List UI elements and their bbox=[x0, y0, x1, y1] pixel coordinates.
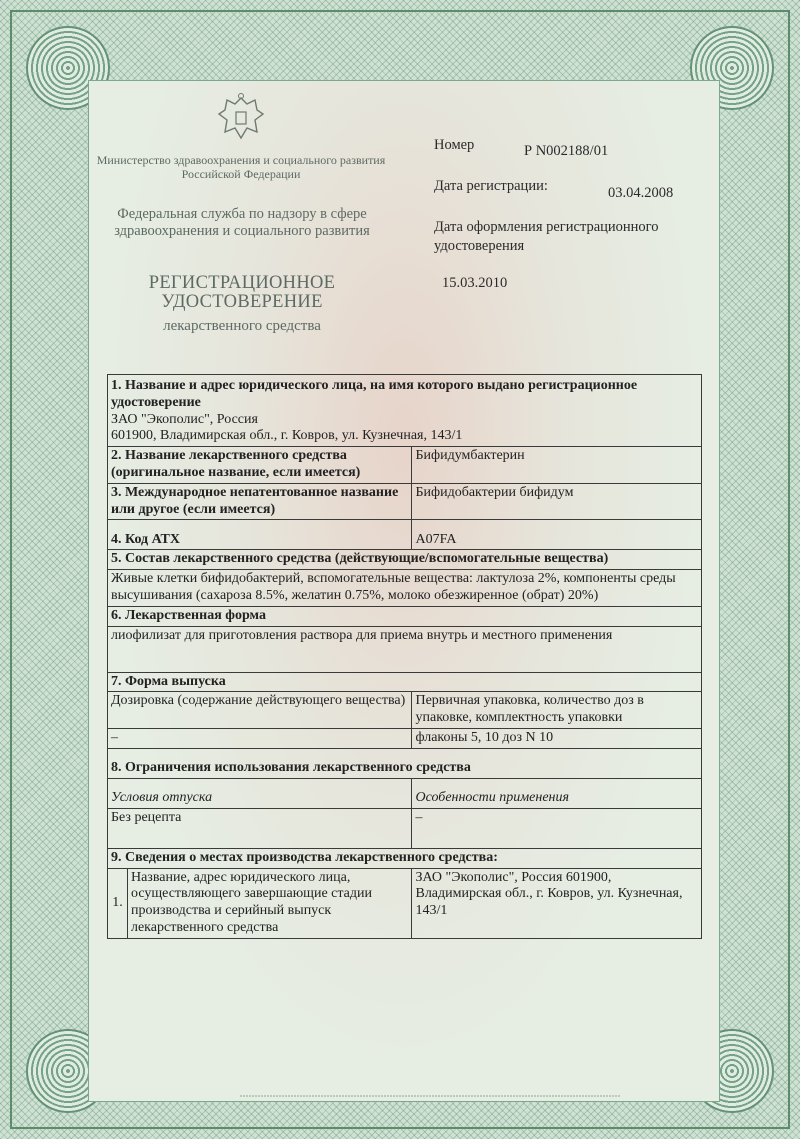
table-row bbox=[108, 550, 702, 570]
section-9-row-label: Название, адрес юридического лица, осуществляющего завершающие стадии производства и серийный выпуск лекарственного средства bbox=[127, 868, 412, 938]
table-row bbox=[108, 692, 702, 729]
section-9-title: 9. Сведения о местах производства лекарственного средства: bbox=[108, 848, 702, 868]
section-2-value: Бифидумбактерин bbox=[412, 447, 702, 484]
section-3-title: 3. Международное непатентованное название или другое (если имеется) bbox=[108, 483, 412, 520]
table-row bbox=[108, 483, 702, 520]
document-title: РЕГИСТРАЦИОННОЕ УДОСТОВЕРЕНИЕ bbox=[148, 273, 336, 313]
section-7-packaging-header: Первичная упаковка, количество доз в упаковке, комплектность упаковки bbox=[412, 692, 702, 729]
section-9-row-number: 1. bbox=[108, 868, 128, 938]
section-4-title: 4. Код АТХ bbox=[108, 520, 412, 550]
table-row bbox=[108, 626, 702, 672]
table-row bbox=[108, 848, 702, 868]
certificate-table bbox=[107, 374, 702, 939]
ministry-name: Министерство здравоохранения и социального развития Российской Федерации bbox=[96, 153, 386, 181]
printer-imprint-line bbox=[240, 1094, 620, 1098]
section-1-title: 1. Название и адрес юридического лица, на имя которого выдано регистрационное удостоверение bbox=[111, 378, 638, 410]
table-row bbox=[108, 808, 702, 848]
table-row bbox=[108, 520, 702, 550]
document-subtitle: лекарственного средства bbox=[163, 318, 321, 334]
section-8-conditions-header: Условия отпуска bbox=[108, 778, 412, 808]
section-5-value: Живые клетки бифидобактерий, вспомогательные вещества: лактулоза 2%, компоненты среды высушивания (сахароза 8.5%, желатин 0.75%, молоко обезжиренное (обрат) 20%) bbox=[108, 570, 702, 607]
service-name: Федеральная служба по надзору в сфере здравоохранения и социального развития bbox=[114, 206, 370, 239]
table-row bbox=[108, 570, 702, 607]
section-1-value-line2: 601900, Владимирская обл., г. Ковров, ул. Кузнечная, 143/1 bbox=[111, 428, 463, 444]
table-row bbox=[108, 606, 702, 626]
section-7-title: 7. Форма выпуска bbox=[108, 672, 702, 692]
section-7-dosage-header: Дозировка (содержание действующего вещества) bbox=[108, 692, 412, 729]
section-2-title: 2. Название лекарственного средства (оригинальное название, если имеется) bbox=[108, 447, 412, 484]
section-9-row-value: ЗАО "Экополис", Россия 601900, Владимирская обл., г. Ковров, ул. Кузнечная, 143/1 bbox=[412, 868, 702, 938]
section-5-title: 5. Состав лекарственного средства (действующие/вспомогательные вещества) bbox=[108, 550, 702, 570]
registration-date-value: 03.04.2008 bbox=[608, 185, 674, 201]
section-1-value-line1: ЗАО "Экополис", Россия bbox=[111, 411, 258, 427]
table-row bbox=[108, 672, 702, 692]
section-3-value: Бифидобактерии бифидум bbox=[412, 483, 702, 520]
table-row bbox=[108, 778, 702, 808]
table-row bbox=[108, 375, 702, 447]
section-6-value: лиофилизат для приготовления раствора для приема внутрь и местного применения bbox=[108, 626, 702, 672]
issue-date-value: 15.03.2010 bbox=[442, 275, 508, 291]
table-row bbox=[108, 728, 702, 748]
section-8-features-header: Особенности применения bbox=[412, 778, 702, 808]
table-row bbox=[108, 868, 702, 938]
registration-date-label: Дата регистрации: bbox=[434, 178, 548, 194]
section-8-title: 8. Ограничения использования лекарственного средства bbox=[108, 748, 702, 778]
section-8-features-value: – bbox=[412, 808, 702, 848]
number-value: Р N002188/01 bbox=[524, 143, 609, 159]
coat-of-arms-icon bbox=[217, 92, 265, 144]
table-row bbox=[108, 748, 702, 778]
issue-date-label: Дата оформления регистрационного удостоверения bbox=[434, 219, 659, 254]
number-label: Номер bbox=[434, 137, 475, 153]
section-7-dosage-value: – bbox=[108, 728, 412, 748]
section-4-value: A07FA bbox=[412, 520, 702, 550]
section-8-conditions-value: Без рецепта bbox=[108, 808, 412, 848]
printer-imprint bbox=[240, 1094, 620, 1100]
section-7-packaging-value: флаконы 5, 10 доз N 10 bbox=[412, 728, 702, 748]
table-row bbox=[108, 447, 702, 484]
section-6-title: 6. Лекарственная форма bbox=[108, 606, 702, 626]
